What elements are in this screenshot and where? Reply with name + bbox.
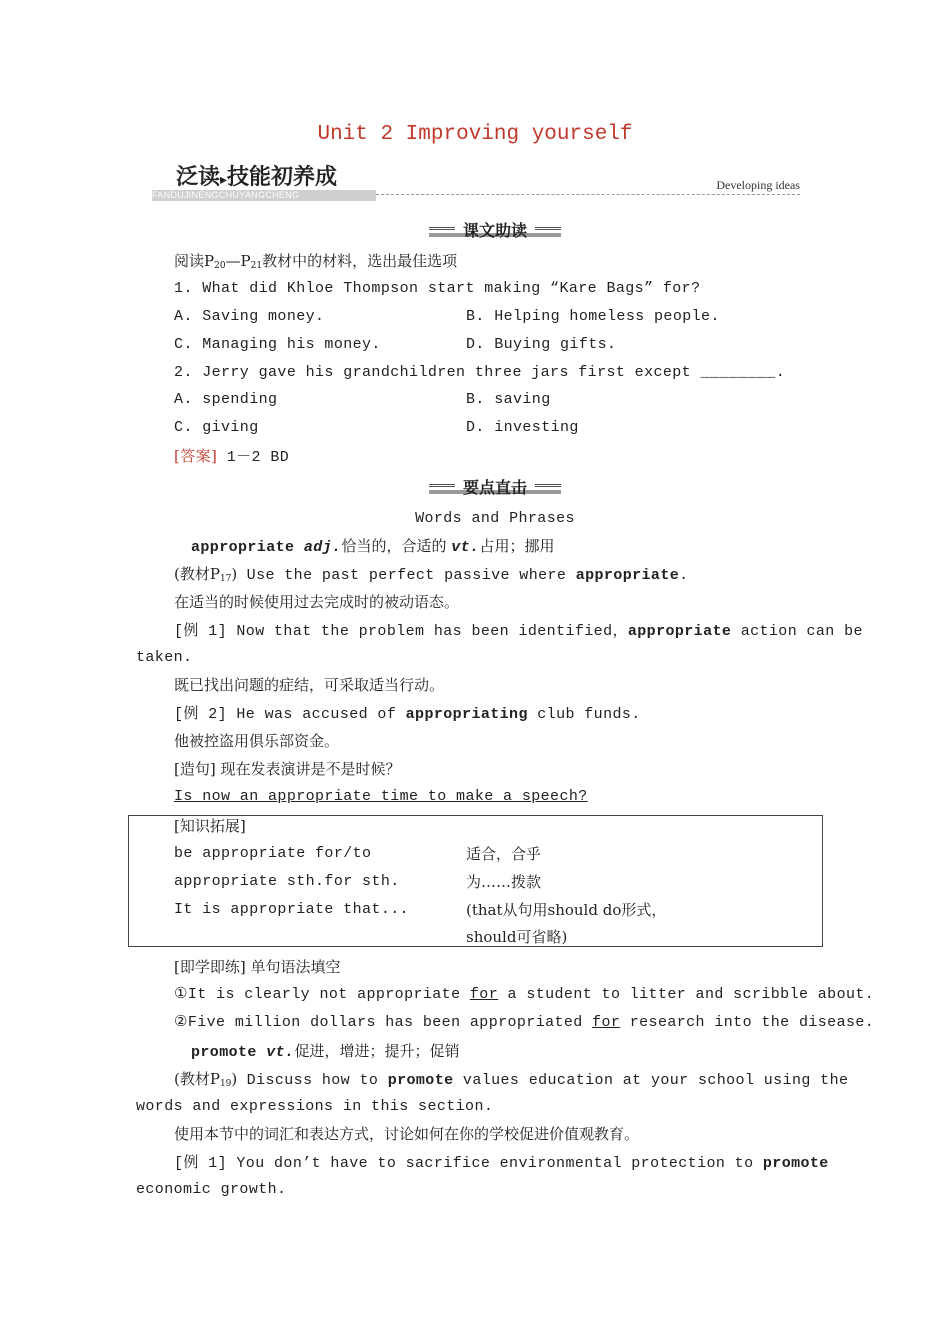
w2-source-translation: 使用本节中的词汇和表达方式，讨论如何在你的学校促进价值观教育。 (174, 1125, 640, 1143)
words-phrases-heading: Words and Phrases (415, 510, 575, 527)
practice-2: ②Five million dollars has been appropriated for research into the disease. (174, 1014, 875, 1031)
q2-option-d: D. investing (466, 419, 579, 436)
ext-row-2-en: appropriate sth.for sth. (174, 873, 400, 890)
ext-row-1-en: be appropriate for/to (174, 845, 372, 862)
question-1: 1. What did Khloe Thompson start making “Kare Bags” for? (174, 280, 701, 297)
w2-example-1: [例 1] You don’t have to sacrifice environmental protection to promote (174, 1155, 829, 1172)
ext-row-3-cn: (that从句用should do形式， (466, 901, 667, 919)
ext-row-2-cn: 为……拨款 (466, 873, 542, 891)
w1-example-1-translation: 既已找出问题的症结，可采取适当行动。 (174, 676, 445, 694)
w1-example-1-cont: taken. (136, 649, 193, 666)
banner-right-label: Developing ideas (716, 178, 800, 192)
w1-sentence-answer: Is now an appropriate time to make a speech? (174, 788, 588, 805)
ext-row-3-en: It is appropriate that... (174, 901, 410, 918)
entry-promote: promote vt.促进，增进；提升；促销 (191, 1042, 460, 1061)
q2-option-a: A. spending (174, 391, 278, 408)
w1-textbook-source: (教材$P_{17}$) Use the past perfect passive where appropriate. (174, 565, 689, 584)
q1-option-c: C. Managing his money. (174, 336, 381, 353)
w1-sentence-making: [造句] 现在发表演讲是不是时候？ (174, 760, 401, 778)
w1-example-2: [例 2] He was accused of appropriating club funds. (174, 706, 641, 723)
w1-example-2-translation: 他被控盗用俱乐部资金。 (174, 732, 340, 750)
w2-example-1-cont: economic growth. (136, 1181, 287, 1198)
answer: [答案] 1－2 BD (174, 447, 290, 466)
w2-textbook-source-cont: words and expressions in this section. (136, 1098, 494, 1115)
q2-option-b: B. saving (466, 391, 551, 408)
practice-label: [即学即练] 单句语法填空 (174, 958, 341, 976)
question-2: 2. Jerry gave his grandchildren three jars first except ________. (174, 364, 786, 381)
w2-textbook-source: (教材$P_{19}$) Discuss how to promote values education at your school using the (174, 1070, 849, 1089)
q1-option-d: D. Buying gifts. (466, 336, 617, 353)
ext-row-3-cn-cont: should可省略) (466, 928, 568, 946)
ext-label: [知识拓展] (174, 817, 246, 835)
section-heading-key-points: 要点直击 (0, 475, 950, 498)
section-heading-reading-aid: 课文助读 (0, 218, 950, 241)
entry-appropriate: appropriate adj.恰当的，合适的 vt.占用；挪用 (191, 537, 555, 556)
banner-title: 泛读▸技能初养成 (176, 165, 338, 190)
instruction: 阅读$P_{20}—P_{21}$教材中的材料，选出最佳选项 (174, 252, 458, 271)
unit-title: Unit 2 Improving yourself (317, 123, 633, 146)
q2-option-c: C. giving (174, 419, 259, 436)
ext-row-1-cn: 适合，合乎 (466, 845, 542, 863)
q1-option-b: B. Helping homeless people. (466, 308, 720, 325)
w1-source-translation: 在适当的时候使用过去完成时的被动语态。 (174, 593, 460, 611)
banner-divider (376, 194, 800, 195)
practice-1: ①It is clearly not appropriate for a student to litter and scribble about. (174, 986, 875, 1003)
w1-example-1: [例 1] Now that the problem has been identified，appropriate action can be (174, 623, 863, 640)
banner-pinyin: FANDUJINENGCHUYANGCHENG (152, 190, 376, 201)
q1-option-a: A. Saving money. (174, 308, 325, 325)
